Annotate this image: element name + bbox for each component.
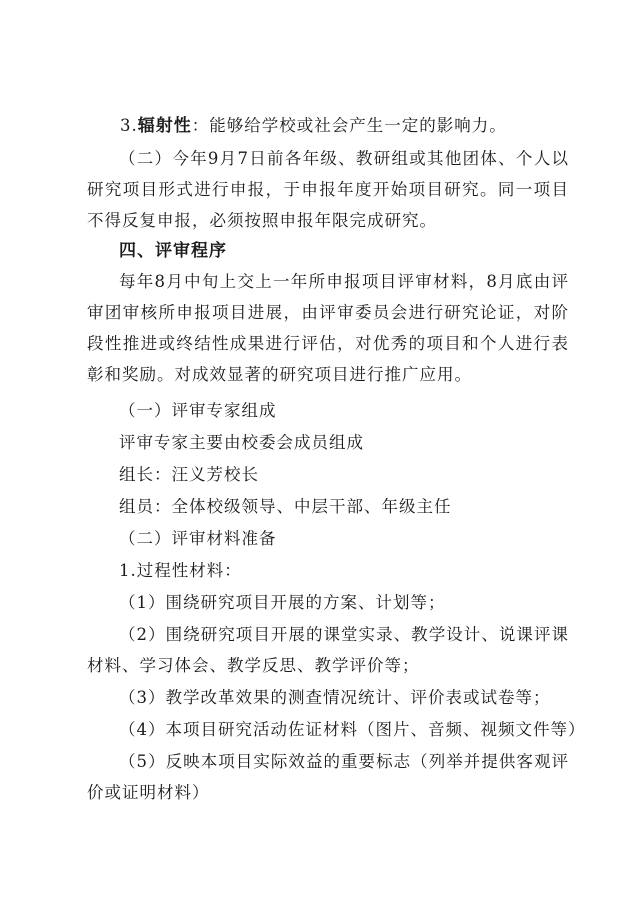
review-paragraph: 每年8月中旬上交上一年所申报项目评审材料，8月底由评审团审核所申报项目进展，由评审委员会进行研究论证，对阶段性推进或终结性成果进行评估，对优秀的项目和个人进行表彰和奖励。对成效显著的研究项目进行推广应用。	[87, 272, 569, 384]
material-item-5: （5）反映本项目实际效益的重要标志（列举并提供客观评价或证明材料）	[87, 752, 569, 802]
item3-keyword: 辐射性	[137, 116, 192, 136]
sub2-heading: （二）评审材料准备	[119, 529, 277, 548]
section4-heading: 四、评审程序	[119, 241, 227, 261]
application-paragraph: （二）今年9月7日前各年级、教研组或其他团体、个人以研究项目形式进行申报，于申报年度开始项目研究。同一项目不得反复申报，必须按照申报年限完成研究。	[87, 149, 569, 230]
item3-line	[87, 110, 569, 142]
material-item-3: （3）教学改革效果的测查情况统计、评价表或试卷等；	[119, 688, 551, 707]
item3-text: ：能够给学校或社会产生一定的影响力。	[191, 116, 507, 135]
material-item-4: （4）本项目研究活动佐证材料（图片、音频、视频文件等）	[119, 720, 586, 739]
item3-number: 3.	[120, 116, 138, 135]
experts-line: 评审专家主要由校委会成员组成	[119, 433, 364, 452]
members-line: 组员：全体校级领导、中层干部、年级主任	[119, 497, 452, 516]
material-item-2: （2）围绕研究项目开展的课堂实录、教学设计、说课评课材料、学习体会、教学反思、教学评价等；	[87, 625, 569, 675]
material-item-1: （1）围绕研究项目开展的方案、计划等；	[119, 593, 446, 612]
sub1-heading: （一）评审专家组成	[119, 401, 277, 420]
leader-line: 组长：汪义芳校长	[119, 465, 259, 484]
process-materials-line: 1.过程性材料：	[119, 561, 242, 580]
